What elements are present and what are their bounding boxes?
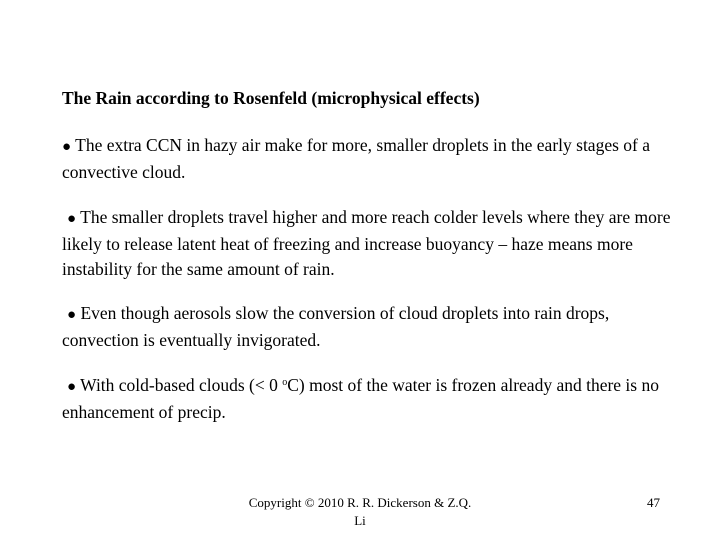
bullet-dot-icon: ●: [67, 379, 77, 395]
bullet-item: [62, 133, 672, 185]
bullet-item: [62, 205, 672, 282]
bullet-dot-icon: ●: [67, 307, 77, 323]
bullet-item: [62, 301, 672, 353]
page-number: 47: [647, 495, 660, 510]
bullet-item: [62, 373, 672, 425]
slide-title: The Rain according to Rosenfeld (microphysical effects): [62, 88, 480, 108]
bullet-dot-icon: ●: [67, 211, 77, 227]
bullet-text-start: With cold-based clouds (< 0: [80, 375, 283, 395]
bullet-text-end: C) most of the water is frozen already and there is no enhancement of precip.: [62, 375, 659, 422]
bullet-text: The extra CCN in hazy air make for more, smaller droplets in the early stages of a convective cloud.: [62, 135, 650, 182]
copyright-footer: Copyright © 2010 R. R. Dickerson & Z.Q. Li: [248, 495, 472, 528]
degree-superscript: o: [282, 377, 288, 388]
bullet-text: The smaller droplets travel higher and more reach colder levels where they are more likely to release latent heat of freezing and increase buoyancy – haze means more instability for the same amount of rain.: [62, 207, 671, 279]
bullet-text: Even though aerosols slow the conversion of cloud droplets into rain drops, convection is eventually invigorated.: [62, 303, 610, 350]
bullet-dot-icon: ●: [62, 139, 72, 155]
